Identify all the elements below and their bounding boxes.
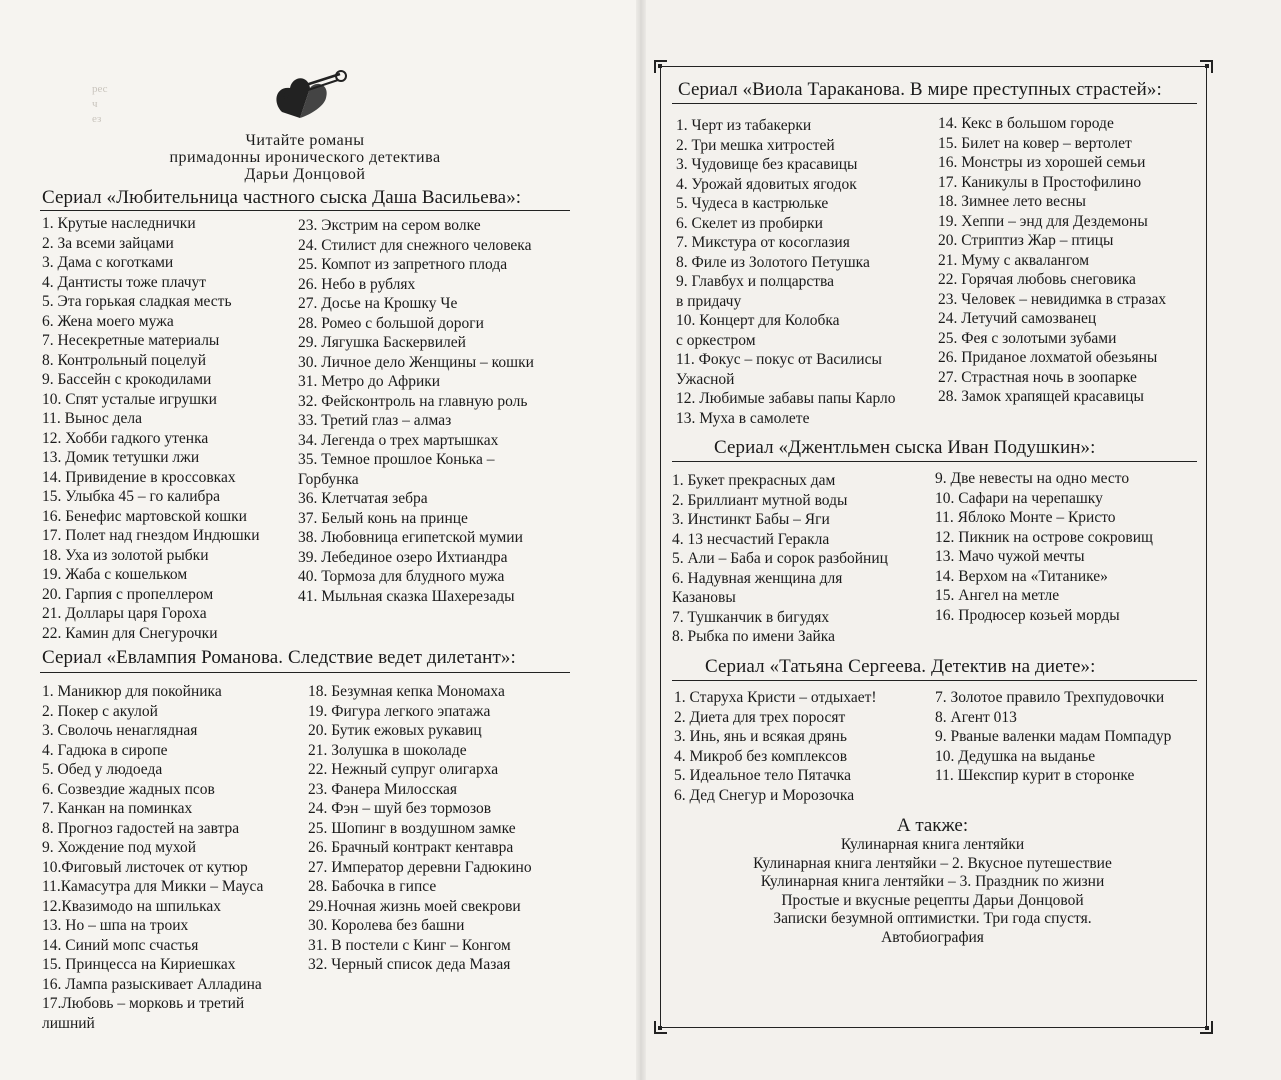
series-heading-sergeeva: Сериал «Татьяна Сергеева. Детектив на диете»: xyxy=(705,656,1096,677)
book-title-item: 20. Стриптиз Жар – птицы xyxy=(938,232,1114,249)
book-title-item: 5. Обед у людоеда xyxy=(42,761,163,778)
book-title-item: 27. Император деревни Гадюкино xyxy=(308,858,532,876)
book-title-item: 5. Идеальное тело Пятачка xyxy=(674,767,851,784)
book-title-item: 14. Синий мопс счастья xyxy=(42,936,199,954)
book-title-item: 18. Безумная кепка Мономаха xyxy=(308,683,505,700)
book-title-item: 22. Нежный супруг олигарха xyxy=(308,761,499,778)
frame-corner-icon xyxy=(654,60,668,74)
book-title-item: 25. Шопинг в воздушном замке xyxy=(308,819,516,837)
book-title-item: 23. Фанера Милосская xyxy=(308,780,458,798)
book-title-item: 7. Канкан на поминках xyxy=(42,800,193,817)
book-title-item: 23. Человек – невидимка в стразах xyxy=(938,290,1167,308)
book-title-item: 19. Фигура легкого эпатажа xyxy=(308,702,491,720)
book-title-item: 2. Три мешка хитростей xyxy=(676,136,835,154)
also-list xyxy=(660,836,1205,947)
book-title-item: 33. Третий глаз – алмаз xyxy=(298,412,452,429)
also-item: Записки безумной оптимистки. Три года спустя. xyxy=(773,910,1092,927)
book-title-item: 16. Бенефис мартовской кошки xyxy=(42,507,247,525)
book-title-item: 19. Хеппи – энд для Дездемоны xyxy=(938,212,1148,230)
book-title-item: 41. Мыльная сказка Шахерезады xyxy=(298,587,515,605)
book-title-item: 3. Инстинкт Бабы – Яги xyxy=(672,511,830,528)
intro-line: примадонны иронического детектива xyxy=(169,149,441,166)
book-title-item: 9. Главбух и полцарства xyxy=(676,273,835,290)
heading-rule xyxy=(672,680,1197,681)
book-title-item: 11. Шекспир курит в сторонке xyxy=(935,767,1135,784)
book-title-item: 14. Привидение в кроссовках xyxy=(42,468,236,486)
book-title-item: 12. Пикник на острове сокровищ xyxy=(935,528,1153,546)
book-title-item: в придачу xyxy=(676,292,742,310)
book-title-item: 1. Маникюр для покойника xyxy=(42,683,222,700)
book-title-item: 14. Верхом на «Титанике» xyxy=(935,567,1108,585)
book-title-item: 32. Фейсконтроль на главную роль xyxy=(298,392,528,410)
book-title-item: 7. Несекретные материалы xyxy=(42,332,220,349)
book-title-item: 12.Квазимодо на шпильках xyxy=(42,897,222,915)
intro-line: Дарьи Донцовой xyxy=(244,166,366,183)
book-title-item: 12. Хобби гадкого утенка xyxy=(42,429,209,447)
book-title-item: 36. Клетчатая зебра xyxy=(298,490,428,507)
book-title-item: 28. Бабочка в гипсе xyxy=(308,878,437,895)
book-title-item: 25. Фея с золотыми зубами xyxy=(938,329,1117,347)
book-title-item: 17. Полет над гнездом Индюшки xyxy=(42,527,260,544)
book-title-item: лишний xyxy=(42,1014,95,1032)
book-title-item: 23. Экстрим на сером волке xyxy=(298,217,481,234)
also-title: А также: xyxy=(896,815,969,836)
frame-corner-icon xyxy=(1199,1020,1213,1034)
book-title-item: 26. Приданое лохматой обезьяны xyxy=(938,349,1158,366)
book-title-item: 28. Замок храпящей красавицы xyxy=(938,388,1144,405)
book-title-item: 2. За всеми зайцами xyxy=(42,234,174,252)
book-title-item: 2. Бриллиант мутной воды xyxy=(672,491,848,509)
bleed-through-text: рес ч ез xyxy=(92,83,108,125)
book-title-item: 6. Созвездие жадных псов xyxy=(42,780,215,798)
book-title-item: 24. Летучий самозванец xyxy=(938,310,1097,327)
book-title-item: 29.Ночная жизнь моей свекрови xyxy=(308,897,521,915)
heading-rule xyxy=(672,103,1197,104)
book-title-item: 29. Лягушка Баскервилей xyxy=(298,334,466,351)
series-heading-podushkin: Сериал «Джентльмен сыска Иван Подушкин»: xyxy=(714,437,1096,458)
book-title-item: 1. Черт из табакерки xyxy=(676,117,812,134)
series-list-vasilieva-col2 xyxy=(298,216,534,606)
book-title-item: 40. Тормоза для блудного мужа xyxy=(298,568,505,585)
book-title-item: 17. Каникулы в Простофилино xyxy=(938,173,1142,191)
book-title-item: 10. Дедушка на выданье xyxy=(935,747,1096,765)
book-title-item: 11.Камасутра для Микки – Мауса xyxy=(42,878,264,895)
book-title-item: 10. Сафари на черепашку xyxy=(935,489,1103,507)
book-title-item: 5. Эта горькая сладкая месть xyxy=(42,293,232,310)
book-title-item: 26. Брачный контракт кентавра xyxy=(308,839,514,856)
series-list-tarakanova-col2 xyxy=(938,114,1166,407)
book-title-item: 4. Гадюка в сиропе xyxy=(42,741,168,759)
book-title-item: 14. Кекс в большом городе xyxy=(938,115,1114,132)
book-title-item: 12. Любимые забавы папы Карло xyxy=(676,390,896,407)
book-title-item: 26. Небо в рублях xyxy=(298,275,416,293)
book-title-item: 4. Урожай ядовитых ягодок xyxy=(676,175,857,193)
book-title-item: 35. Темное прошлое Конька – xyxy=(298,451,495,468)
book-title-item: 7. Микстура от косоглазия xyxy=(676,234,850,251)
book-gutter xyxy=(636,0,646,1080)
series-list-tarakanova-col1 xyxy=(676,116,895,428)
book-title-item: 7. Тушканчик в бигудях xyxy=(672,608,830,626)
book-title-item: 27. Досье на Крошку Че xyxy=(298,295,458,312)
book-title-item: 16. Лампа разыскивает Алладина xyxy=(42,975,262,993)
book-title-item: 6. Дед Снегур и Морозочка xyxy=(674,786,855,804)
book-title-item: 8. Рыбка по имени Зайка xyxy=(672,628,835,645)
book-title-item: 7. Золотое правило Трехпудовочки xyxy=(935,689,1165,706)
book-title-item: 19. Жаба с кошельком xyxy=(42,566,188,583)
book-title-item: 34. Легенда о трех мартышках xyxy=(298,431,499,449)
series-list-podushkin-col2 xyxy=(935,469,1153,625)
book-title-item: 15. Билет на ковер – вертолет xyxy=(938,134,1132,152)
book-title-item: 21. Золушка в шоколаде xyxy=(308,741,467,759)
heading-rule xyxy=(40,210,570,211)
book-title-item: 30. Королева без башни xyxy=(308,917,465,934)
book-title-item: 21. Доллары царя Гороха xyxy=(42,605,207,622)
book-title-item: 11. Фокус – покус от Василисы xyxy=(676,351,882,368)
book-title-item: 37. Белый конь на принце xyxy=(298,509,468,527)
book-title-item: 31. Метро до Африки xyxy=(298,373,441,390)
book-title-item: 6. Надувная женщина для xyxy=(672,569,843,587)
heading-rule xyxy=(40,672,570,673)
book-title-item: 18. Зимнее лето весны xyxy=(938,193,1086,210)
book-title-item: 32. Черный список деда Мазая xyxy=(308,956,511,973)
book-title-item: 13. Муха в самолете xyxy=(676,409,810,427)
book-title-item: 4. Дантисты тоже плачут xyxy=(42,273,207,291)
series-heading-romanova: Сериал «Евлампия Романова. Следствие ведет дилетант»: xyxy=(42,647,516,668)
series-list-romanova-col2 xyxy=(308,682,532,975)
book-title-item: 8. Филе из Золотого Петушка xyxy=(676,253,870,271)
intro-block xyxy=(100,132,510,183)
book-title-item: 22. Камин для Снегурочки xyxy=(42,624,218,642)
also-item: Кулинарная книга лентяйки xyxy=(840,836,1025,853)
book-title-item: 1. Крутые наследнички xyxy=(42,215,196,232)
book-title-item: 22. Горячая любовь снеговика xyxy=(938,271,1136,288)
heart-pin-logo-icon xyxy=(270,62,350,124)
book-title-item: 15. Улыбка 45 – го калибра xyxy=(42,488,221,505)
book-title-item: 5. Али – Баба и сорок разбойниц xyxy=(672,550,888,567)
book-title-item: 13. Мачо чужой мечты xyxy=(935,548,1085,565)
book-title-item: 5. Чудеса в кастрюльке xyxy=(676,195,829,212)
book-title-item: Горбунка xyxy=(298,470,359,488)
also-item: Автобиография xyxy=(881,928,984,946)
book-title-item: 10. Концерт для Колобка xyxy=(676,312,840,329)
frame-corner-icon xyxy=(1199,60,1213,74)
book-title-item: 11. Вынос дела xyxy=(42,410,142,427)
book-title-item: 13. Но – шпа на троих xyxy=(42,917,189,934)
book-title-item: 13. Домик тетушки лжи xyxy=(42,449,200,466)
book-title-item: 20. Гарпия с пропеллером xyxy=(42,585,214,603)
book-title-item: 25. Компот из запретного плода xyxy=(298,256,508,273)
book-title-item: 3. Инь, янь и всякая дрянь xyxy=(674,728,847,745)
book-title-item: 2. Диета для трех поросят xyxy=(674,708,846,726)
book-title-item: 17.Любовь – морковь и третий xyxy=(42,995,245,1012)
book-title-item: 15. Принцесса на Кириешках xyxy=(42,956,236,973)
book-title-item: 1. Букет прекрасных дам xyxy=(672,472,836,489)
also-item: Кулинарная книга лентяйки – 3. Праздник по жизни xyxy=(760,873,1105,890)
book-title-item: 8. Контрольный поцелуй xyxy=(42,351,207,369)
book-title-item: 9. Бассейн с крокодилами xyxy=(42,371,212,388)
book-title-item: 4. 13 несчастий Геракла xyxy=(672,530,830,548)
book-title-item: 30. Личное дело Женщины – кошки xyxy=(298,353,534,371)
book-title-item: 18. Уха из золотой рыбки xyxy=(42,546,209,564)
book-title-item: 6. Скелет из пробирки xyxy=(676,214,823,232)
also-item: Кулинарная книга лентяйки – 2. Вкусное путешествие xyxy=(753,854,1112,872)
book-title-item: 16. Продюсер козьей морды xyxy=(935,606,1120,624)
book-title-item: с оркестром xyxy=(676,331,756,349)
series-list-vasilieva-col1 xyxy=(42,214,260,643)
book-title-item: 8. Прогноз гадостей на завтра xyxy=(42,819,240,837)
book-title-item: 6. Жена моего мужа xyxy=(42,312,174,330)
book-title-item: 8. Агент 013 xyxy=(935,708,1017,726)
book-title-item: 2. Покер с акулой xyxy=(42,702,158,720)
book-title-item: 38. Любовница египетской мумии xyxy=(298,529,523,546)
book-title-item: 10. Спят усталые игрушки xyxy=(42,390,217,408)
book-title-item: 31. В постели с Кинг – Конгом xyxy=(308,936,511,954)
series-heading-tarakanova: Сериал «Виола Тараканова. В мире преступных страстей»: xyxy=(678,79,1162,100)
book-title-item: 39. Лебединое озеро Ихтиандра xyxy=(298,548,508,566)
book-title-item: 15. Ангел на метле xyxy=(935,587,1060,604)
book-title-item: 4. Микроб без комплексов xyxy=(674,747,848,765)
series-list-sergeeva-col2 xyxy=(935,688,1171,786)
book-title-item: 1. Старуха Кристи – отдыхает! xyxy=(674,689,877,706)
book-title-item: Казановы xyxy=(672,589,736,606)
book-title-item: 11. Яблоко Монте – Кристо xyxy=(935,509,1116,526)
book-title-item: 3. Чудовище без красавицы xyxy=(676,156,858,173)
intro-line: Читайте романы xyxy=(245,132,365,149)
book-title-item: 3. Сволочь ненаглядная xyxy=(42,722,198,739)
book-title-item: 27. Страстная ночь в зоопарке xyxy=(938,368,1137,386)
series-list-romanova-col1 xyxy=(42,682,263,1033)
book-title-item: 24. Фэн – шуй без тормозов xyxy=(308,800,492,817)
book-title-item: 24. Стилист для снежного человека xyxy=(298,236,532,254)
book-title-item: Ужасной xyxy=(676,370,735,388)
book-title-item: 9. Рваные валенки мадам Помпадур xyxy=(935,728,1172,745)
book-title-item: 9. Хождение под мухой xyxy=(42,839,197,856)
book-title-item: 9. Две невесты на одно место xyxy=(935,470,1130,487)
series-heading-vasilieva: Сериал «Любительница частного сыска Даша Васильева»: xyxy=(42,187,522,208)
book-title-item: 10.Фиговый листочек от кутюр xyxy=(42,858,248,876)
heading-rule xyxy=(672,461,1197,462)
book-title-item: 16. Монстры из хорошей семьи xyxy=(938,154,1146,171)
book-title-item: 3. Дама с коготками xyxy=(42,254,174,271)
book-title-item: 28. Ромео с большой дороги xyxy=(298,314,484,332)
book-title-item: 20. Бутик ежовых рукавиц xyxy=(308,722,482,739)
also-item: Простые и вкусные рецепты Дарьи Донцовой xyxy=(781,891,1084,909)
series-list-sergeeva-col1 xyxy=(674,688,877,805)
frame-corner-icon xyxy=(654,1020,668,1034)
book-title-item: 21. Муму с аквалангом xyxy=(938,251,1090,269)
series-list-podushkin-col1 xyxy=(672,471,888,647)
